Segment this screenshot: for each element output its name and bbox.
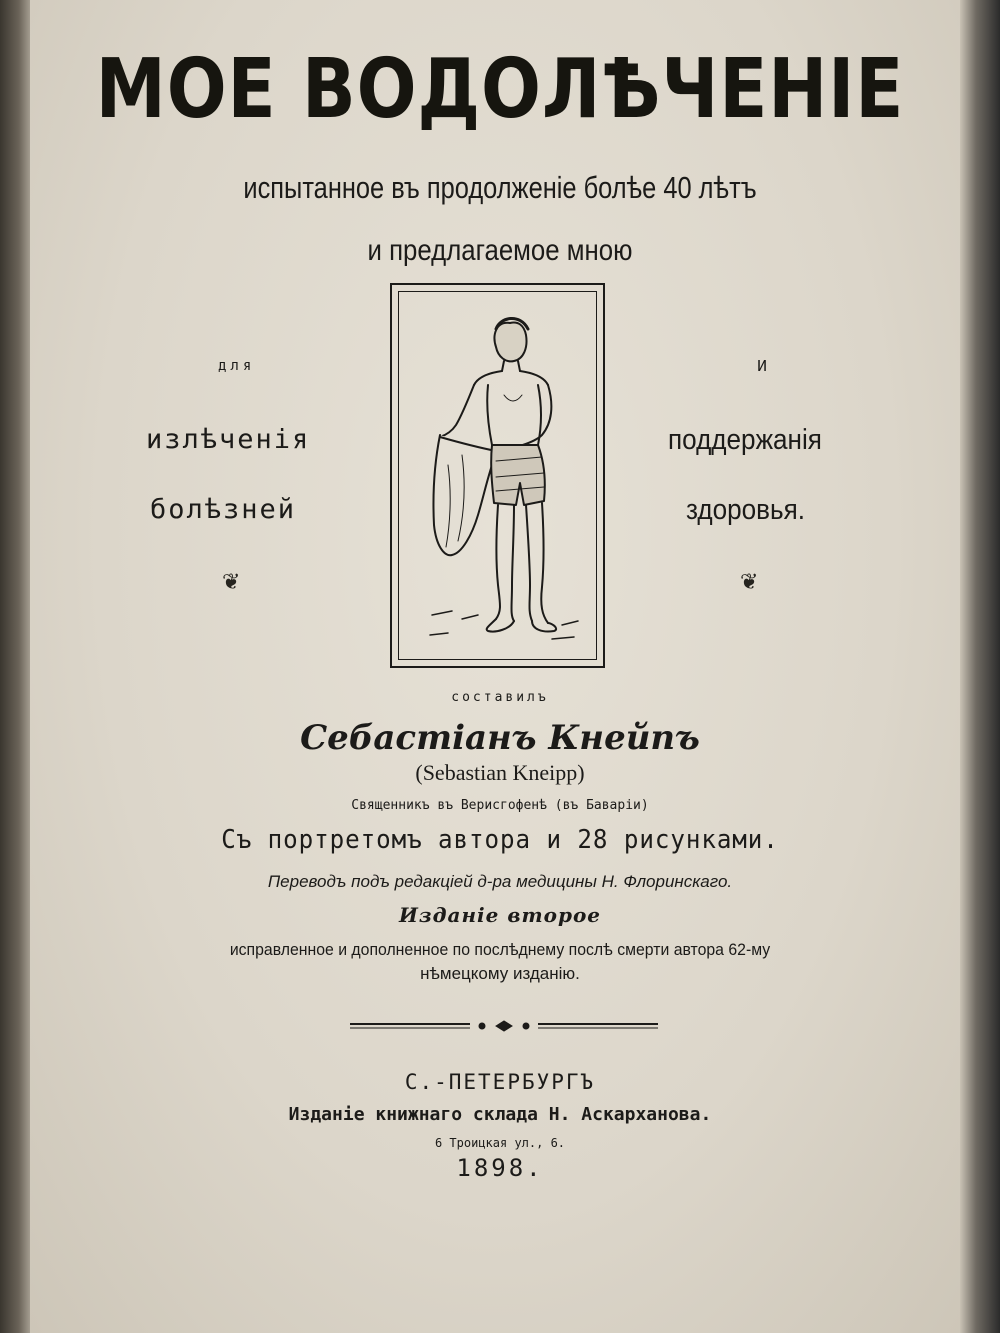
left-for-label: для (218, 358, 256, 374)
corrected-line-2: нѣмецкому изданію. (420, 964, 580, 983)
translation-line: Переводъ подъ редакціей д-ра медицины Н. Флоринскаго. (267, 872, 733, 891)
right-and-label: и (757, 354, 768, 376)
author-latin-name: (Sebastian Kneipp) (415, 760, 585, 785)
corrected-line-1: исправленное и дополненное по послѣднему послѣ смерти автора 62-му (229, 940, 771, 959)
left-line-1: излѣченія (146, 424, 311, 455)
man-with-towel-illustration (392, 285, 603, 666)
ornamental-divider (350, 1020, 658, 1032)
left-ornament-icon: ❦ (222, 570, 241, 595)
publication-year: 1898. (456, 1154, 544, 1182)
book-spine-shadow (0, 0, 34, 1333)
subtitle-line-2: и предлагаемое мною (367, 234, 633, 267)
city: С.-ПЕТЕРБУРГЪ (404, 1070, 596, 1094)
portrait-line: Съ портретомъ автора и 28 рисунками. (221, 825, 779, 855)
publisher: Изданіе книжнаго склада Н. Аскарханова. (288, 1104, 712, 1125)
subtitle-line-1: испытанное въ продолженіе болѣе 40 лѣтъ (243, 170, 757, 205)
author-title: Священникъ въ Верисгофенѣ (въ Баваріи) (351, 798, 649, 813)
composed-by-label: составилъ (451, 690, 549, 705)
edition-label: Изданіе второе (398, 903, 602, 927)
right-line-2: здоровья. (686, 494, 806, 526)
right-line-1: поддержанія (668, 424, 822, 456)
right-ornament-icon: ❦ (740, 570, 759, 595)
book-title: МОЕ ВОДОЛѢЧЕНІЕ (95, 42, 905, 137)
illustration-frame (390, 283, 605, 668)
author-name: Себастіанъ Кнейпъ (300, 718, 700, 758)
book-edge-shadow (960, 0, 1000, 1333)
address: 6 Троицкая ул., 6. (434, 1136, 566, 1150)
left-line-2: болѣзней (150, 494, 297, 525)
